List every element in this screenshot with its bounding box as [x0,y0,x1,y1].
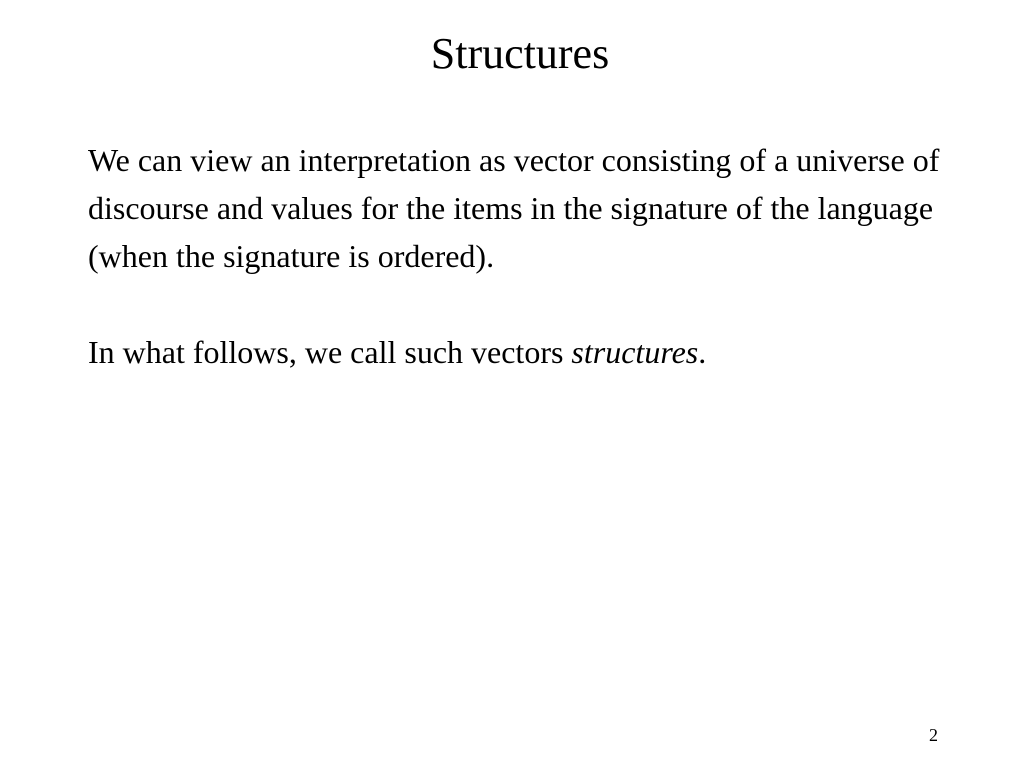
paragraph-structures [88,328,958,376]
structures-term: structures [571,334,699,370]
paragraph-structures-lead: In what follows, we call such vectors [88,334,572,370]
slide-body [88,136,958,376]
page-number: 2 [929,725,938,745]
slide-title: Structures [430,29,610,78]
paragraph-structures-end: . [698,334,707,370]
paragraph-interpretation: We can view an interpretation as vector consisting of a universe of discourse and values for the items in the signature of the language (when the signature is ordered). [88,142,940,274]
